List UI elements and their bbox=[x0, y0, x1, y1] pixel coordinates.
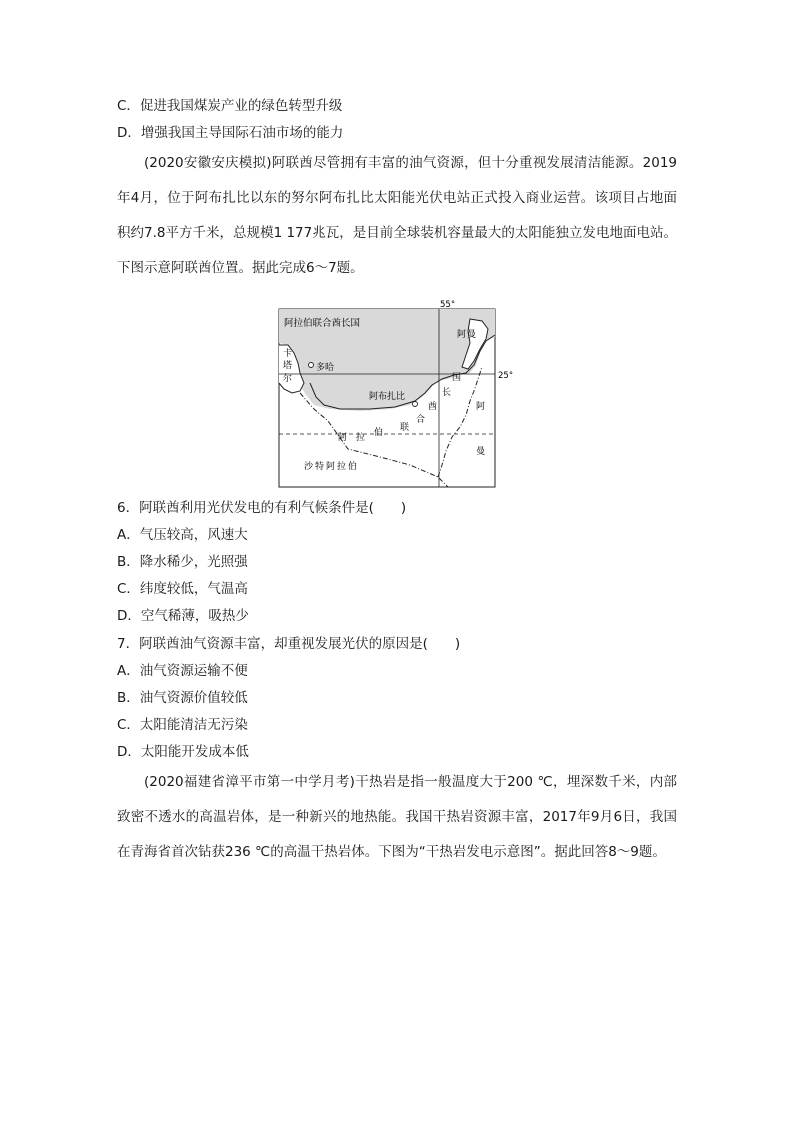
oman-top-char: 曼 bbox=[467, 330, 477, 340]
uae-char: 国 bbox=[452, 373, 462, 383]
passage-hot-dry-rock: (2020福建省漳平市第一中学月考)干热岩是指一般温度大于200 ℃，埋深数千米，内部致密不透水的高温岩体，是一种新兴的地热能。我国干热岩资源丰富，2017年9月6日，我国在青海省首次钻获236 ℃的高温干热岩体。下图为“干热岩发电示意图”。据此回答8～9题。 bbox=[117, 774, 677, 860]
doha-marker bbox=[309, 363, 314, 368]
q7-option-d: D．太阳能开发成本低 bbox=[117, 744, 249, 760]
question-7-stem: 7．阿联酋油气资源丰富，却重视发展光伏的原因是( ) bbox=[117, 636, 461, 652]
abu-dhabi-marker bbox=[413, 402, 418, 407]
lat-label: 25° bbox=[498, 371, 514, 381]
option-text: 促进我国煤炭产业的绿色转型升级 bbox=[139, 98, 343, 114]
uae-char: 合 bbox=[416, 415, 426, 425]
q6-option-b: B．降水稀少，光照强 bbox=[117, 554, 248, 570]
q6-option-c: C．纬度较低，气温高 bbox=[117, 581, 248, 597]
question-6-stem: 6．阿联酋利用光伏发电的有利气候条件是( ) bbox=[117, 500, 407, 516]
arabia-char: 阿 bbox=[338, 433, 348, 443]
uae-location-map bbox=[270, 297, 514, 491]
q6-option-d: D．空气稀薄，吸热少 bbox=[117, 608, 249, 624]
arabia-char: 伯 bbox=[374, 428, 384, 438]
passage-uae: (2020安徽安庆模拟)阿联酋尽管拥有丰富的油气资源，但十分重视发展清洁能源。2019年4月，位于阿布扎比以东的努尔阿布扎比太阳能光伏电站正式投入商业运营。该项目占地面积约7.8平方千米，总规模1 177兆瓦，是目前全球装机容量最大的太阳能独立发电地面电站。下图示意阿联酋位置。据此完成6～7题。 bbox=[117, 155, 677, 276]
q7-option-a: A．油气资源运输不便 bbox=[117, 663, 248, 679]
doha-label: 多哈 bbox=[316, 363, 335, 373]
qatar-char: 卡 bbox=[283, 349, 293, 359]
oman-char: 曼 bbox=[476, 447, 486, 457]
uae-char: 联 bbox=[400, 423, 410, 433]
q7-option-b: B．油气资源价值较低 bbox=[117, 690, 248, 706]
option-text: 增强我国主导国际石油市场的能力 bbox=[140, 125, 344, 141]
qatar-char: 尔 bbox=[283, 374, 293, 384]
oman-top-char: 阿 bbox=[457, 330, 467, 340]
option-c-prev bbox=[117, 97, 342, 115]
uae-char: 酋 bbox=[428, 402, 438, 412]
q6-option-a: A．气压较高，风速大 bbox=[117, 527, 248, 543]
q7-option-c: C．太阳能清洁无污染 bbox=[117, 717, 248, 733]
lon-label: 55° bbox=[440, 300, 456, 310]
arabia-char: 拉 bbox=[356, 433, 366, 443]
abu-dhabi-label: 阿布扎比 bbox=[369, 392, 406, 402]
uae-char: 长 bbox=[442, 388, 452, 398]
map-title: 阿拉伯联合酋长国 bbox=[284, 318, 361, 329]
option-d-prev bbox=[117, 124, 343, 142]
oman-char: 阿 bbox=[476, 402, 486, 412]
qatar-char: 塔 bbox=[283, 361, 293, 371]
option-letter: C． bbox=[117, 98, 140, 114]
option-letter: D． bbox=[117, 125, 141, 141]
saudi-label: 沙特阿拉伯 bbox=[304, 462, 360, 472]
